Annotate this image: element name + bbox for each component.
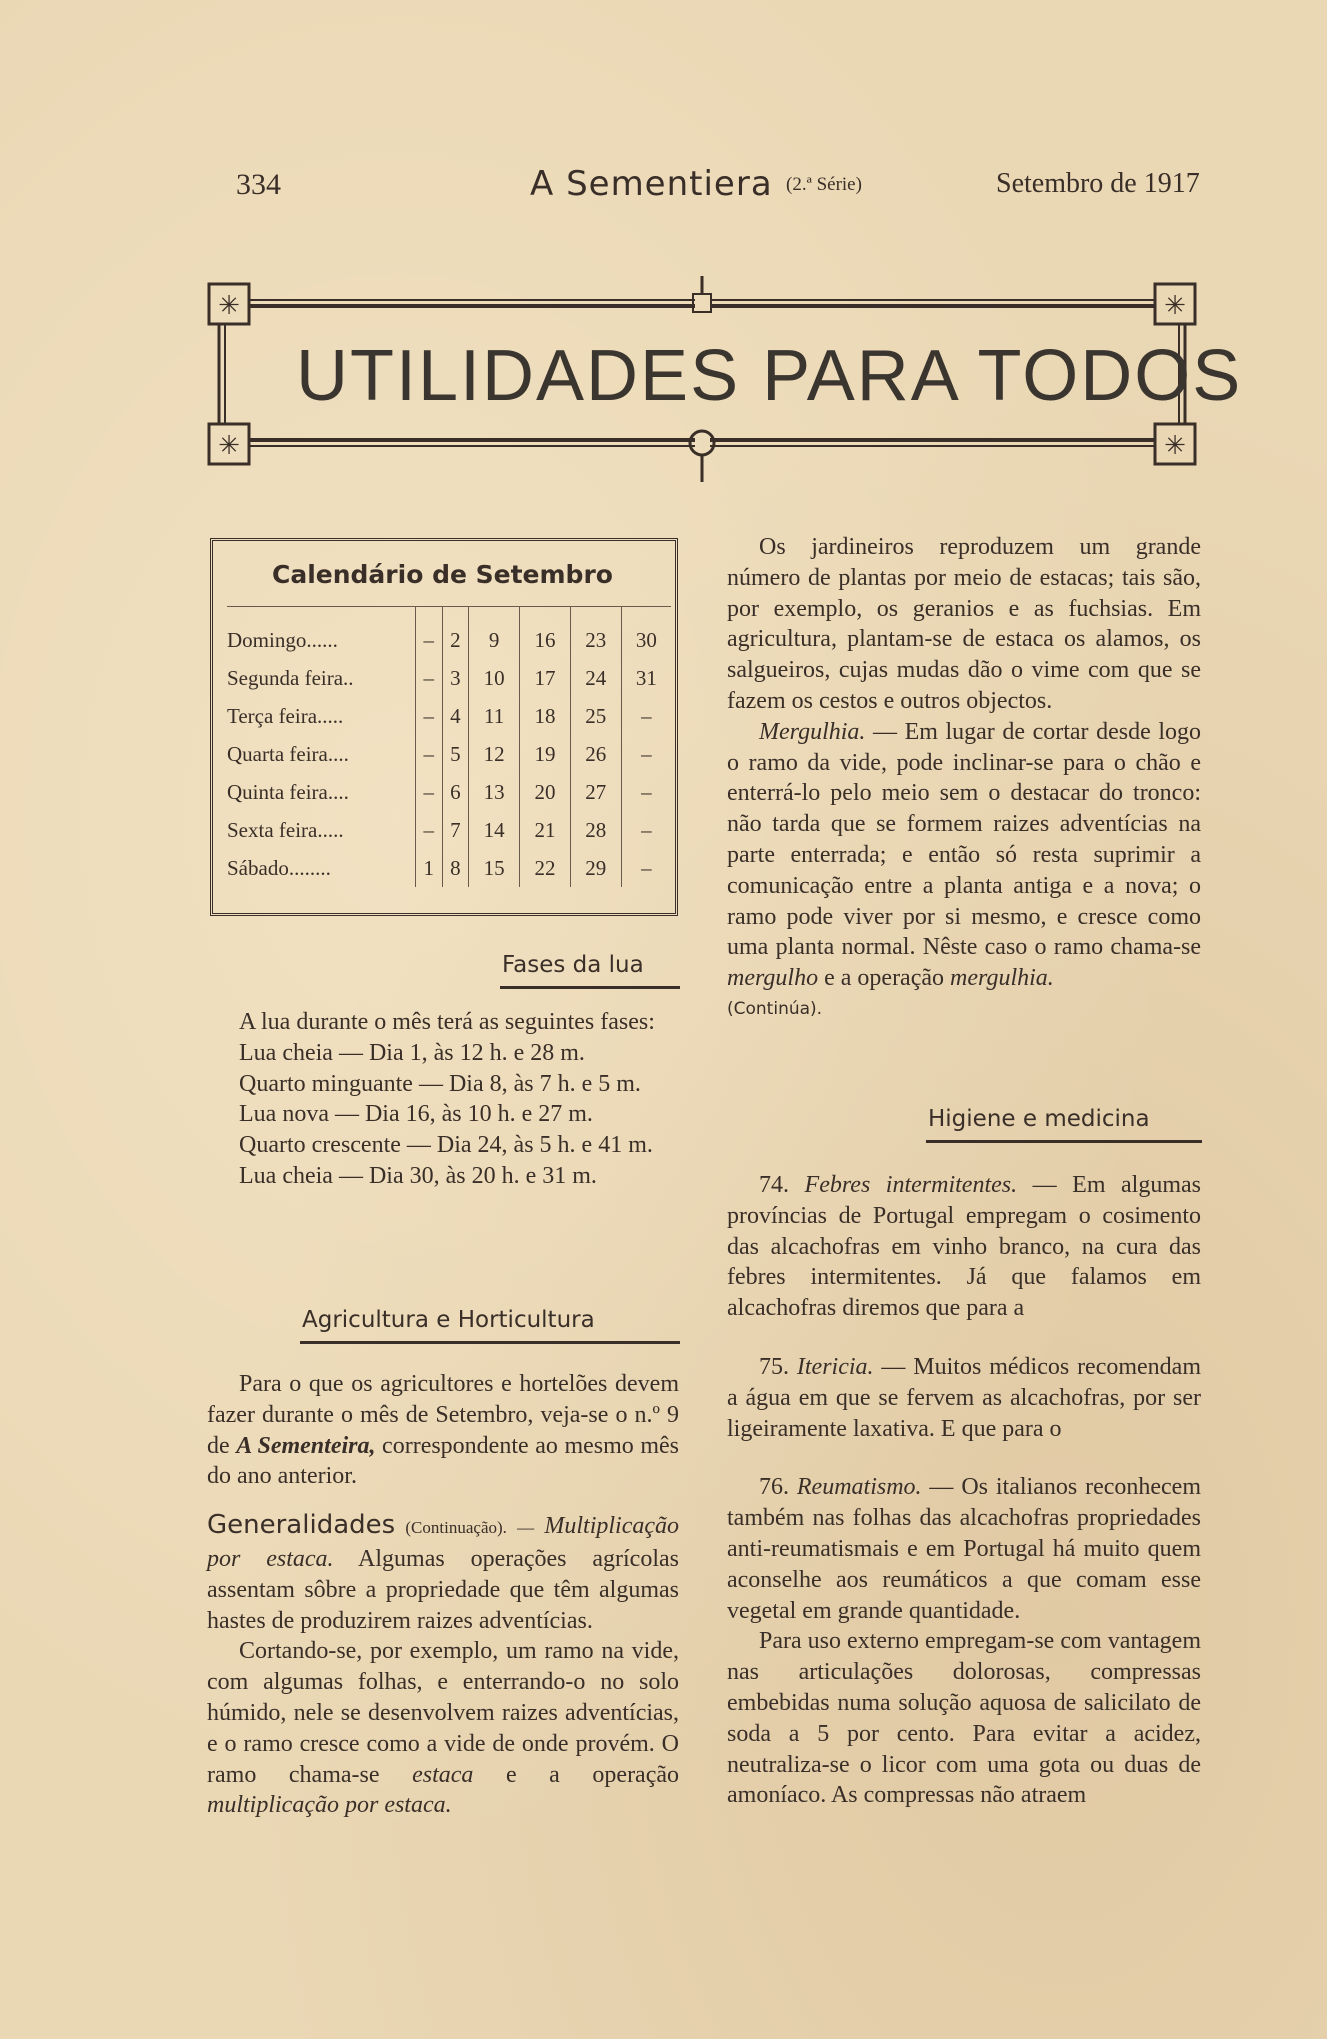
calendar-date-cell: – [641, 855, 652, 880]
calendar-date-cell: 1 [416, 849, 443, 887]
calendar-row [227, 735, 671, 773]
calendar-weekday: Quinta feira.... [227, 773, 416, 811]
item-75: 75. Itericia. — Muitos médicos recomendam a água em que se fervem as alcachofras, por ser ligeiramente laxativa. E que para o [727, 1353, 1202, 1442]
calendar-date-cell: 15 [469, 849, 520, 887]
calendar-row [227, 849, 671, 887]
calendar-date-cell: 29 [570, 849, 621, 887]
calendar-date-cell: – [641, 817, 652, 842]
calendar-date-cell: 21 [520, 811, 571, 849]
calendar-date-cell: 26 [570, 735, 621, 773]
right-column-top [727, 532, 1201, 1025]
calendar-date-cell: 8 [442, 849, 469, 887]
calendar-date-cell: 2 [442, 607, 469, 660]
calendar-date-cell: – [416, 697, 443, 735]
calendar-weekday: Sábado........ [227, 849, 416, 887]
calendar-date-cell: 19 [520, 735, 571, 773]
fases-block [207, 1007, 679, 1192]
heading-agricultura: Agricultura e Horticultura [302, 1307, 595, 1333]
calendar-weekday: Segunda feira.. [227, 659, 416, 697]
calendar-date-cell: 23 [570, 607, 621, 660]
calendar-weekday: Domingo...... [227, 607, 416, 660]
heading-rule [300, 1341, 680, 1344]
calendar-date-cell: 24 [570, 659, 621, 697]
agricultura-paragraph: Para o que os agricultores e hortelões devem fazer durante o mês de Setembro, veja-se o n.º 9 de A Sementeira, correspondente ao mesmo mês do ano anterior. [207, 1371, 679, 1490]
calendar-date-cell: 14 [469, 811, 520, 849]
heading-rule [500, 986, 680, 989]
page-number: 334 [236, 168, 281, 201]
calendar-row [227, 659, 671, 697]
svg-text:✳: ✳ [218, 431, 240, 461]
calendar-date-cell: – [641, 703, 652, 728]
agricultura-block [207, 1369, 679, 1821]
heading-higiene: Higiene e medicina [928, 1106, 1150, 1132]
calendar-date-cell: – [416, 607, 443, 660]
calendar-date-cell: 17 [520, 659, 571, 697]
fase-item: Lua nova — Dia 16, às 10 h. e 27 m. [239, 1101, 593, 1128]
fase-item: Quarto crescente — Dia 24, às 5 h. e 41 m. [239, 1132, 653, 1159]
calendar-date-cell: 22 [520, 849, 571, 887]
publication-title: A Sementiera [530, 164, 773, 204]
series-label: (2.ª Série) [786, 174, 862, 195]
calendar-weekday: Sexta feira..... [227, 811, 416, 849]
fases-intro: A lua durante o mês terá as seguintes fases: [239, 1009, 655, 1035]
calendar-weekday: Terça feira..... [227, 697, 416, 735]
calendar-date-cell: 13 [469, 773, 520, 811]
calendar-date-cell: 31 [635, 665, 657, 690]
calendar-date-cell: – [416, 659, 443, 697]
calendar-row [227, 607, 671, 660]
calendar-row [227, 697, 671, 735]
higiene-block [727, 1170, 1201, 1811]
calendar-row [227, 811, 671, 849]
fase-item: Quarto minguante — Dia 8, às 7 h. e 5 m. [239, 1070, 641, 1097]
jardineiros-paragraph: Os jardineiros reproduzem um grande número de plantas por meio de estacas; tais são, por exemplo, os geranios e as fuchsias. Em agricultura, plantam-se de estaca os alamos, os salgueiros, cujas mudas dão o vime com que se fazem os cestos e outros objectos. [727, 534, 1201, 714]
calendar-date-cell: 16 [520, 607, 571, 660]
svg-text:✳: ✳ [1164, 291, 1186, 321]
calendar-row [227, 773, 671, 811]
calendar-table [227, 606, 671, 887]
calendar-date-cell: 12 [469, 735, 520, 773]
calendar-date-cell: 30 [621, 607, 671, 660]
mergulhia-paragraph: Mergulhia. — Em lugar de cortar desde logo o ramo da vide, pode inclinar-se para o chão e enterrá-lo pelo meio sem o destacar do tronco: não tarda que se formem raizes adventícias na parte enterrada; e então só resta suprimir a comunicação entre a planta antiga e a nova; o ramo pode viver por si mesmo, e cresce como uma planta normal. Nêste caso o ramo chama-se mergulho e a operação mergulhia. [727, 718, 1201, 992]
calendar-date-cell: 10 [469, 659, 520, 697]
calendar-date-cell: 18 [520, 697, 571, 735]
section-banner-title: UTILIDADES PARA TODOS [296, 336, 1243, 416]
item-74: 74. Febres intermitentes. — Em algumas províncias de Portugal empregam o cosimento das alcachofras em vinho branco, na cura das febres intermitentes. Já que falamos em alcachofras diremos que para a [727, 1172, 1202, 1322]
calendar-date-cell: 28 [570, 811, 621, 849]
svg-text:✳: ✳ [218, 291, 240, 321]
calendar-weekday: Quarta feira.... [227, 735, 416, 773]
heading-rule [926, 1140, 1202, 1143]
svg-text:✳: ✳ [1164, 431, 1186, 461]
calendar-date-cell: 3 [442, 659, 469, 697]
calendar-date-cell: 6 [442, 773, 469, 811]
calendar-date-cell: 5 [442, 735, 469, 773]
fase-item: Lua cheia — Dia 30, às 20 h. e 31 m. [239, 1162, 597, 1189]
calendar-date-cell: 25 [570, 697, 621, 735]
calendar-date-cell: 27 [570, 773, 621, 811]
calendar-date-cell: – [641, 779, 652, 804]
calendar-date-cell: 7 [442, 811, 469, 849]
calendar-date-cell: 20 [520, 773, 571, 811]
calendar-date-cell: 11 [469, 697, 520, 735]
calendar-date-cell: – [416, 735, 443, 773]
continua-note: (Continúa). [727, 998, 823, 1019]
calendar-date-cell: – [641, 741, 652, 766]
calendar-date-cell: 9 [469, 607, 520, 660]
item-76: 76. Reumatismo. — Os italianos reconhecem também nas folhas das alcachofras propriedades anti-reumatismais e em Portugal há muito quem aconselhe aos reumáticos a que comam esse vegetal em grande quantidade. [727, 1474, 1201, 1624]
issue-date: Setembro de 1917 [996, 168, 1200, 199]
fase-item: Lua cheia — Dia 1, às 12 h. e 28 m. [239, 1039, 585, 1066]
calendar-title: Calendário de Setembro [272, 560, 613, 589]
generalidades-paragraph: Generalidades (Continuação). — Multiplicação por estaca. Algumas operações agrícolas assentam sôbre a propriedade que têm algumas hastes de produzirem raizes adventícias. [207, 1510, 679, 1634]
heading-fases-da-lua: Fases da lua [502, 952, 644, 978]
calendar-date-cell: – [416, 811, 443, 849]
calendar-date-cell: – [416, 773, 443, 811]
uso-externo-paragraph: Para uso externo empregam-se com vantagem nas articulações dolorosas, compressas embebidas numa solução aquosa de salicilato de soda a 5 por cento. Para evitar a acidez, neutraliza-se o licor com uma gota ou duas de amoníaco. As compressas não atraem [727, 1628, 1201, 1809]
calendar-date-cell: 4 [442, 697, 469, 735]
estaca-paragraph: Cortando-se, por exemplo, um ramo na vide, com algumas folhas, e enterrando-o no solo húmido, nele se desenvolvem raizes adventícias, e o ramo cresce como a vide de onde provém. O ramo chama-se estaca e a operação multiplicação por estaca. [207, 1638, 680, 1819]
